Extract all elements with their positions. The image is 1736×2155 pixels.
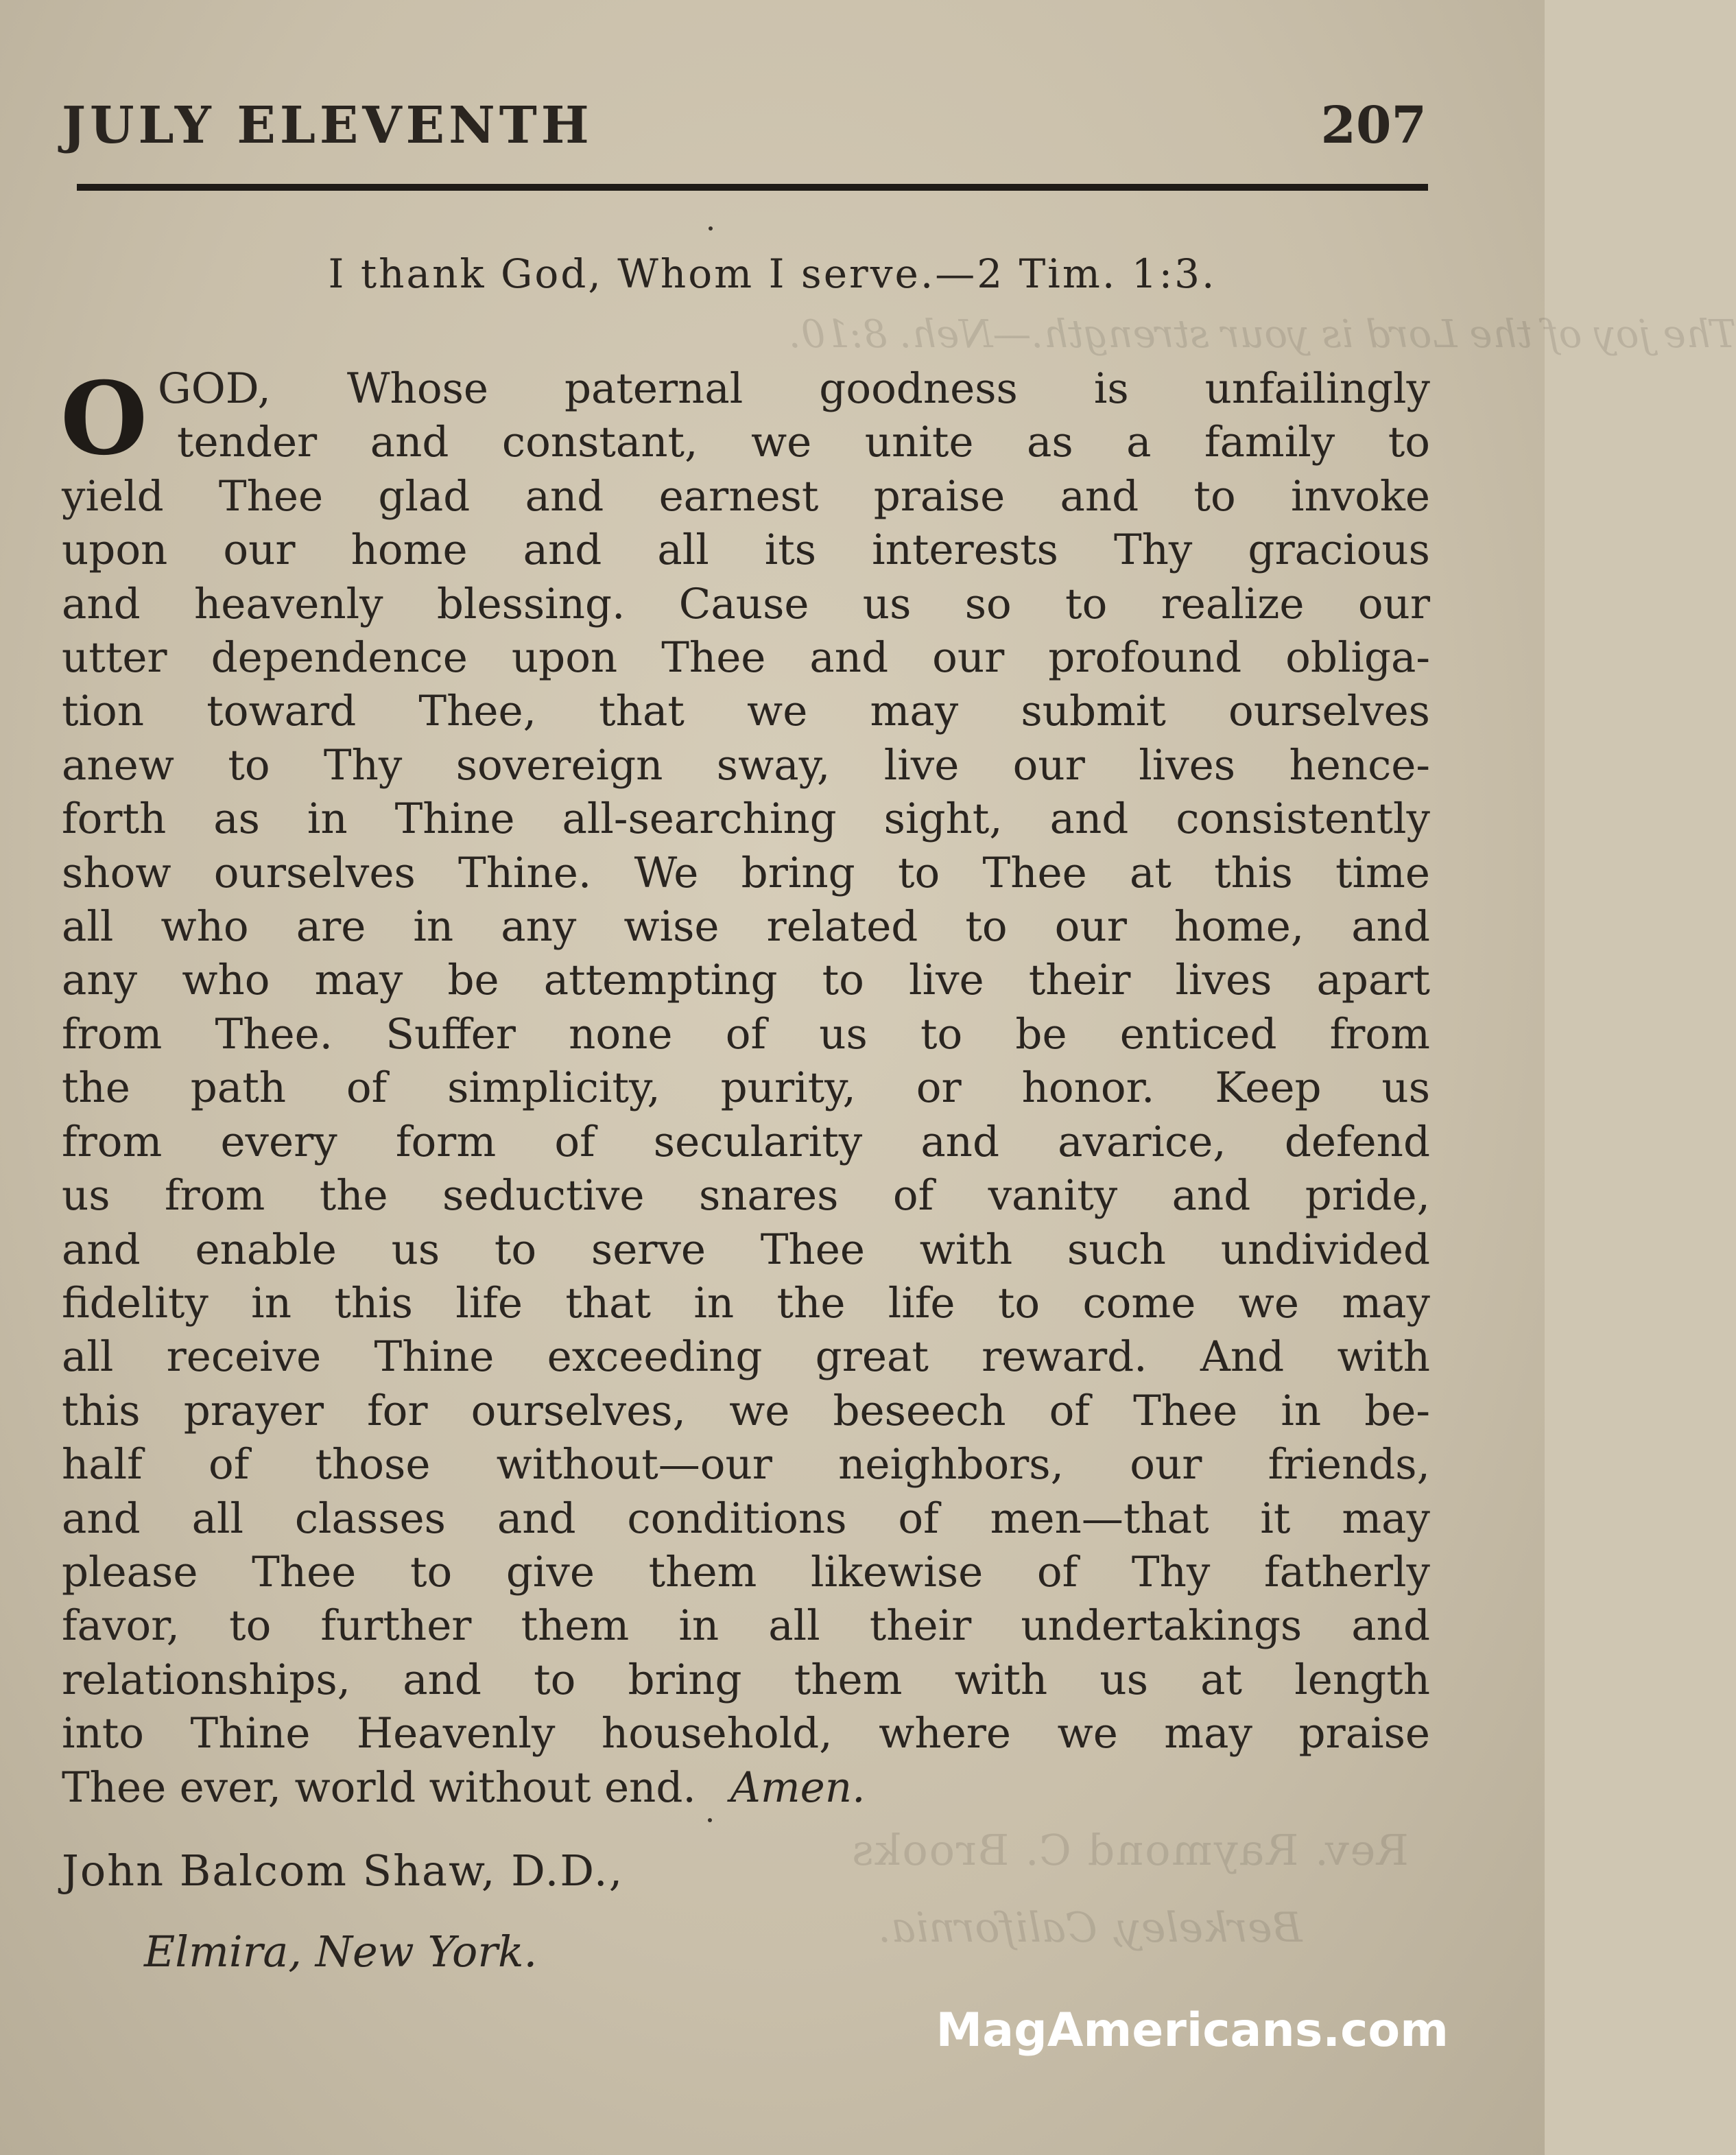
bleed-through-signature-name: Rev. Raymond C. Brooks (851, 1825, 1409, 1875)
prayer-line: and heavenly blessing. Cause us so to realize our (62, 579, 1430, 628)
prayer-line: from Thee. Suffer none of us to be enticed from (62, 1009, 1430, 1059)
prayer-line: upon our home and all its interests Thy gracious (62, 526, 1430, 575)
prayer-line: tion toward Thee, that we may submit ourselves (62, 687, 1430, 736)
prayer-line: from every form of secularity and avarice, defend (62, 1117, 1430, 1166)
prayer-line: tender and constant, we unite as a family to (177, 418, 1430, 467)
prayer-line: into Thine Heavenly household, where we may praise (62, 1709, 1430, 1758)
prayer-line-text: Thee ever, world without end. (62, 1763, 696, 1812)
drop-cap: O (60, 360, 148, 478)
bleed-through-signature-place: Berkeley, California. (878, 1904, 1303, 1952)
prayer-line: and enable us to serve Thee with such undivided (62, 1225, 1430, 1274)
prayer-line: this prayer for ourselves, we beseech of Thee in be- (62, 1386, 1430, 1435)
amen-word: Amen. (730, 1763, 866, 1812)
prayer-line: anew to Thy sovereign sway, live our lives hence- (62, 740, 1430, 790)
author-name: John Balcom Shaw, D.D., (62, 1846, 624, 1896)
print-speck (708, 1818, 712, 1822)
site-watermark: MagAmericans.com (936, 2003, 1449, 2058)
prayer-line: fidelity in this life that in the life to come we may (62, 1278, 1430, 1328)
page-number: 207 (1320, 96, 1427, 155)
prayer-line: GOD, Whose paternal goodness is unfailingly (158, 364, 1430, 413)
prayer-line: yield Thee glad and earnest praise and to invoke (62, 471, 1430, 521)
prayer-line: utter dependence upon Thee and our profound obliga- (62, 633, 1430, 683)
prayer-line: any who may be attempting to live their lives apart (62, 956, 1430, 1005)
prayer-line (62, 1761, 1430, 1815)
scripture-verse: I thank God, Whom I serve.—2 Tim. 1:3. (328, 250, 1217, 297)
prayer-line: favor, to further them in all their undertakings and (62, 1601, 1430, 1651)
page-header (62, 96, 1427, 158)
prayer-line: us from the seductive snares of vanity and pride, (62, 1171, 1430, 1221)
prayer-line: half of those without—our neighbors, our friends, (62, 1440, 1430, 1489)
prayer-line: and all classes and conditions of men—that it may (62, 1494, 1430, 1543)
page-title: JULY ELEVENTH (62, 96, 593, 155)
prayer-line: forth as in Thine all-searching sight, and consistently (62, 794, 1430, 844)
prayer-line: all who are in any wise related to our home, and (62, 902, 1430, 952)
header-rule (77, 184, 1428, 191)
bleed-through-verse: The joy of the Lord is your strength.—Neh. 8:10. (789, 312, 1736, 357)
prayer-text (62, 362, 1430, 1815)
prayer-line: relationships, and to bring them with us at length (62, 1655, 1430, 1704)
prayer-line: all receive Thine exceeding great reward. And with (62, 1332, 1430, 1382)
print-speck (709, 226, 713, 231)
prayer-line: the path of simplicity, purity, or honor. Keep us (62, 1063, 1430, 1113)
prayer-line: please Thee to give them likewise of Thy fatherly (62, 1547, 1430, 1597)
author-place: Elmira, New York. (144, 1927, 538, 1977)
prayer-line: show ourselves Thine. We bring to Thee at this time (62, 848, 1430, 897)
